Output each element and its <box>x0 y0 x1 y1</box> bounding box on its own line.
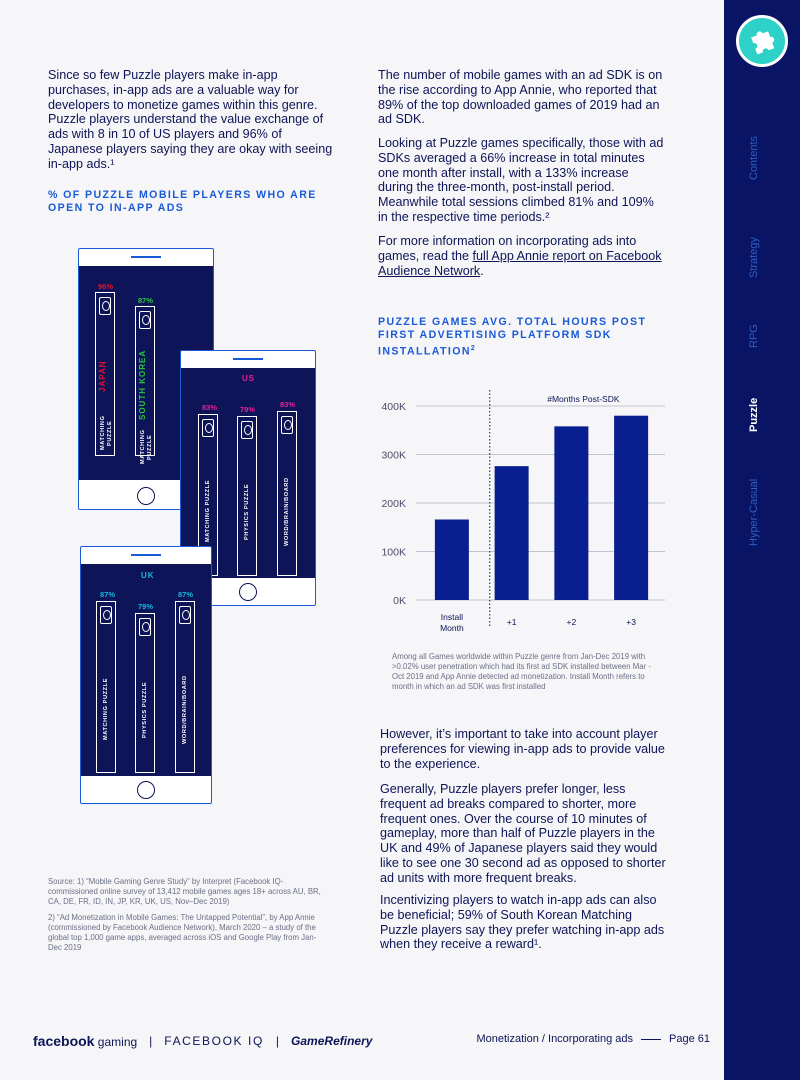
bar <box>554 426 588 600</box>
paragraph-puzzle-sdk: Looking at Puzzle games specifically, those with ad SDKs averaged a 66% increase in total minutes one month after install, with a 133% increase during the three-month, post-install period. Meanwhile total sessions climbed 81% and 109% in the respective time periods.² <box>378 136 664 224</box>
sidebar <box>724 0 800 1080</box>
facebook-gaming-logo <box>33 1033 137 1049</box>
chart-annotation: #Months Post-SDK <box>547 394 620 404</box>
pct-us-matching: 83% <box>202 403 218 412</box>
intro-paragraph: Since so few Puzzle players make in-app purchases, in-app ads are a valuable way for developers to monetize games within this genre. Puzzle players understand the value exchange of ads with 8 in 10 of US players and 96% of Japanese players saying they are okay with seeing in-app ads.¹ <box>48 68 333 171</box>
page-number: Page 61 <box>669 1033 710 1045</box>
pct-uk-word: 87% <box>178 590 194 599</box>
x-tick-label: Month <box>440 623 464 633</box>
tab-contents[interactable]: Contents <box>748 135 760 180</box>
app-annie-report-link[interactable]: full App Annie report on Facebook Audience Network <box>378 248 662 278</box>
bar-label: PUZZLE <box>147 434 153 460</box>
pct-uk-matching: 87% <box>100 590 116 599</box>
tab-puzzle[interactable]: Puzzle <box>748 397 760 432</box>
tab-strategy[interactable]: Strategy <box>748 237 760 278</box>
x-tick-label: +1 <box>506 617 517 627</box>
y-tick-label: 100K <box>381 546 406 559</box>
country-us: US <box>242 374 256 383</box>
facebook-wordmark: facebook <box>33 1033 95 1049</box>
home-button-icon <box>137 781 155 799</box>
bar-label: PHYSICS PUZZLE <box>244 483 250 540</box>
game-screen-icon <box>281 416 293 434</box>
chart-heading <box>378 316 658 359</box>
source-note-1: Source: 1) “Mobile Gaming Genre Study” by Interpret (Facebook IQ-commissioned online survey of 13,412 mobile games ages 18+ across AU, BR, CA, DE, FR, ID, IN, JP, KR, UK, US, Nov–Dec 2019) <box>48 877 321 906</box>
y-tick-label: 0K <box>393 595 406 607</box>
pct-south-korea: 87% <box>138 296 154 305</box>
game-screen-icon <box>99 297 111 315</box>
breadcrumb-dash <box>641 1039 661 1040</box>
footer-separator: | <box>149 1034 153 1048</box>
phone-speaker <box>131 256 161 258</box>
bar <box>495 466 529 600</box>
tab-hyper-casual[interactable] <box>748 516 760 546</box>
bar-label: MATCHING PUZZLE <box>103 677 109 740</box>
tab-rpg[interactable]: RPG <box>748 324 760 348</box>
country-uk: UK <box>141 571 155 580</box>
gamerefinery-logo: GameRefinery <box>291 1034 373 1048</box>
bar-label: MATCHING PUZZLE <box>205 479 211 542</box>
more-info-suffix: . <box>480 263 484 278</box>
bar-label: WORD/BRAIN/BOARD <box>284 477 290 546</box>
paragraph-preferences: However, it’s important to take into account player preferences for viewing in-app ads to provide value to the experience. <box>380 727 665 771</box>
bar-label: WORD/BRAIN/BOARD <box>182 675 188 744</box>
bar-label: MATCHING <box>100 415 106 450</box>
y-tick-label: 400K <box>381 401 406 413</box>
x-tick-label: +3 <box>626 617 636 627</box>
gaming-wordmark: gaming <box>94 1035 138 1049</box>
game-screen-icon <box>139 311 151 329</box>
phone-speaker <box>233 358 263 360</box>
chart-title: PUZZLE GAMES AVG. TOTAL HOURS POST FIRST ADVERTISING PLATFORM SDK INSTALLATION <box>378 316 647 358</box>
game-screen-icon <box>100 606 112 624</box>
footer-separator: | <box>275 1034 280 1048</box>
game-screen-icon <box>139 618 151 636</box>
bar-label: PUZZLE <box>107 420 113 446</box>
bar <box>435 519 469 600</box>
pct-japan: 96% <box>98 282 114 291</box>
phone-speaker <box>131 554 161 556</box>
page-info <box>476 1033 710 1045</box>
pct-us-physics: 79% <box>240 405 256 414</box>
paragraph-sdk-rise: The number of mobile games with an ad SDK is on the rise according to App Annie, who reported that 89% of the top downloaded games of 2019 had an ad SDK. <box>378 68 663 127</box>
bar-chart <box>370 386 670 636</box>
paragraph-ad-breaks: Generally, Puzzle players prefer longer, less frequent ad breaks compared to shorter, more frequent ones. Over the course of 10 minutes of gameplay, more than half of Puzzle players in the UK and 49% of Japanese players said they would like to see one 30 second ad as opposed to shorter ad units with more frequent breaks. <box>380 782 666 885</box>
chart-note: Among all Games worldwide within Puzzle genre from Jan-Dec 2019 with >0.02% user penetration which had its first ad SDK installed between Mar - Oct 2019 and App Annie detected ad monetization. Install Month refers to month in which an ad SDK was first installed <box>392 652 651 691</box>
paragraph-more-info <box>378 234 664 278</box>
home-button-icon <box>239 583 257 601</box>
pct-uk-physics: 79% <box>138 602 154 611</box>
chart-title-footnote: 2 <box>470 345 477 352</box>
source-note-2: 2) “Ad Monetization in Mobile Games: The Untapped Potential”, by App Annie (commissioned by Facebook Audience Network), March 2020 – a study of the global top 1,000 game apps, averaged across iOS and Google Play from Jan-Dec 2019 <box>48 913 317 952</box>
country-japan: JAPAN <box>98 360 107 392</box>
game-screen-icon <box>241 421 253 439</box>
section-breadcrumb: Monetization / Incorporating ads <box>476 1033 634 1045</box>
bar-label: PHYSICS PUZZLE <box>142 681 148 738</box>
y-tick-label: 200K <box>381 498 406 510</box>
facebook-iq-logo: FACEBOOK IQ <box>164 1034 264 1048</box>
puzzle-piece-icon[interactable] <box>736 15 788 67</box>
bar <box>614 416 648 600</box>
more-info-text: For more information on incorporating ads into games, read the <box>378 234 637 263</box>
home-button-icon <box>137 487 155 505</box>
infographic-heading: % OF PUZZLE MOBILE PLAYERS WHO ARE OPEN TO IN-APP ADS <box>48 189 317 214</box>
x-tick-label: Install <box>440 612 463 622</box>
game-screen-icon <box>202 419 214 437</box>
footer-brands <box>33 1033 372 1049</box>
y-tick-label: 300K <box>381 449 406 462</box>
pct-us-word: 83% <box>280 400 296 409</box>
game-screen-icon <box>179 606 191 624</box>
country-south-korea: SOUTH KOREA <box>138 349 147 420</box>
bar-label: MATCHING <box>140 429 146 464</box>
paragraph-rewards: Incentivizing players to watch in-app ads can also be beneficial; 59% of South Korean Matching Puzzle players say they prefer watching in-app ads when they receive a reward¹. <box>380 893 665 952</box>
x-tick-label: +2 <box>566 617 577 627</box>
